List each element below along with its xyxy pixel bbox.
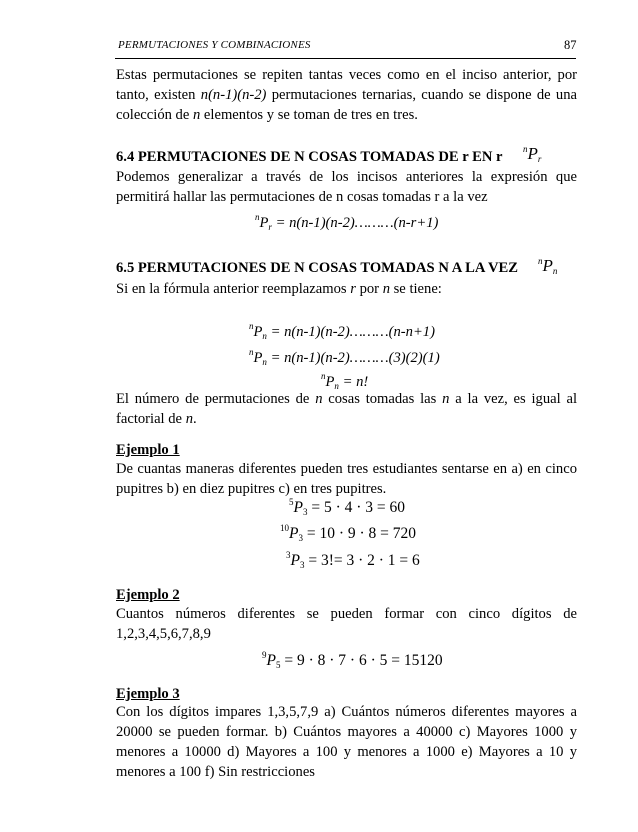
example-2-formula: $^9P_5 = 9 \cdot 8 \cdot 7 \cdot 6 \cdot 5 = 15120$ [262,650,443,670]
formula-nPr: $^nP_r$ = n(n-1)(n-2)………(n-r+1) [255,212,439,232]
example-1-formula-c: $^3P_3 = 3!= 3 \cdot 2 \cdot 1 = 6$ [286,550,420,570]
intro-paragraph: Estas permutaciones se repiten tantas veces como en el inciso anterior, por tanto, existen n(n-1)(n-2) permutaciones ternarias, cuando se dispone de una colección de n elementos y se toman de tres en tres. [116,67,577,123]
section-6-5-conclusion: El número de permutaciones de n cosas tomadas las n a la vez, es igual al factorial de n. [116,391,578,427]
example-3-title: Ejemplo 3 [116,686,180,702]
page-number: 87 [564,38,577,52]
section-6-4-paragraph: Podemos generalizar a través de los incisos anteriores la expresión que permitirá hallar las permutaciones de n cosas tomadas r a la vez [116,169,577,205]
section-6-5-symbol: $^nP_n$ [538,256,558,276]
section-6-5-intro: Si en la fórmula anterior reemplazamos r por n se tiene: [116,281,442,297]
example-1-formula-b: $^{10}P_3 = 10 \cdot 9 \cdot 8 = 720$ [280,523,417,543]
example-2-text: Cuantos números diferentes se pueden formar con cinco dígitos de 1,2,3,4,5,6,7,8,9 [116,606,577,642]
example-1-title: Ejemplo 1 [116,442,180,458]
formula-nPn-2: $^nP_n$ = n(n-1)(n-2)………(3)(2)(1) [249,347,440,367]
section-6-5-heading: 6.5 PERMUTACIONES DE N COSAS TOMADAS N A LA VEZ [116,260,518,276]
header-rule [115,58,576,59]
formula-nPn-factorial: $^nP_n = n$! [321,371,369,391]
section-6-4-heading: 6.4 PERMUTACIONES DE N COSAS TOMADAS DE r EN r [116,149,503,165]
example-1-formula-a: $^5P_3 = 5 \cdot 4 \cdot 3 = 60$ [289,497,406,517]
example-3-text: Con los dígitos impares 1,3,5,7,9 a) Cuántos números diferentes mayores a 20000 se pueden formar. b) Cuántos mayores a 40000 c) Mayores 1000 y menores a 10000 d) Mayores a 100 y menores a 1000 e) Mayores a 10 y menores a 100 f) Sin restricciones [116,704,577,780]
example-1-text: De cuantas maneras diferentes pueden tres estudiantes sentarse en a) en cinco pupitres b) en diez pupitres c) en tres pupitres. [116,461,577,497]
example-2-title: Ejemplo 2 [116,587,180,603]
running-title: PERMUTACIONES Y COMBINACIONES [118,39,311,51]
section-6-4-symbol: $^nP_r$ [523,144,542,164]
formula-nPn-1: $^nP_n$ = n(n-1)(n-2)………(n-n+1) [249,321,435,341]
